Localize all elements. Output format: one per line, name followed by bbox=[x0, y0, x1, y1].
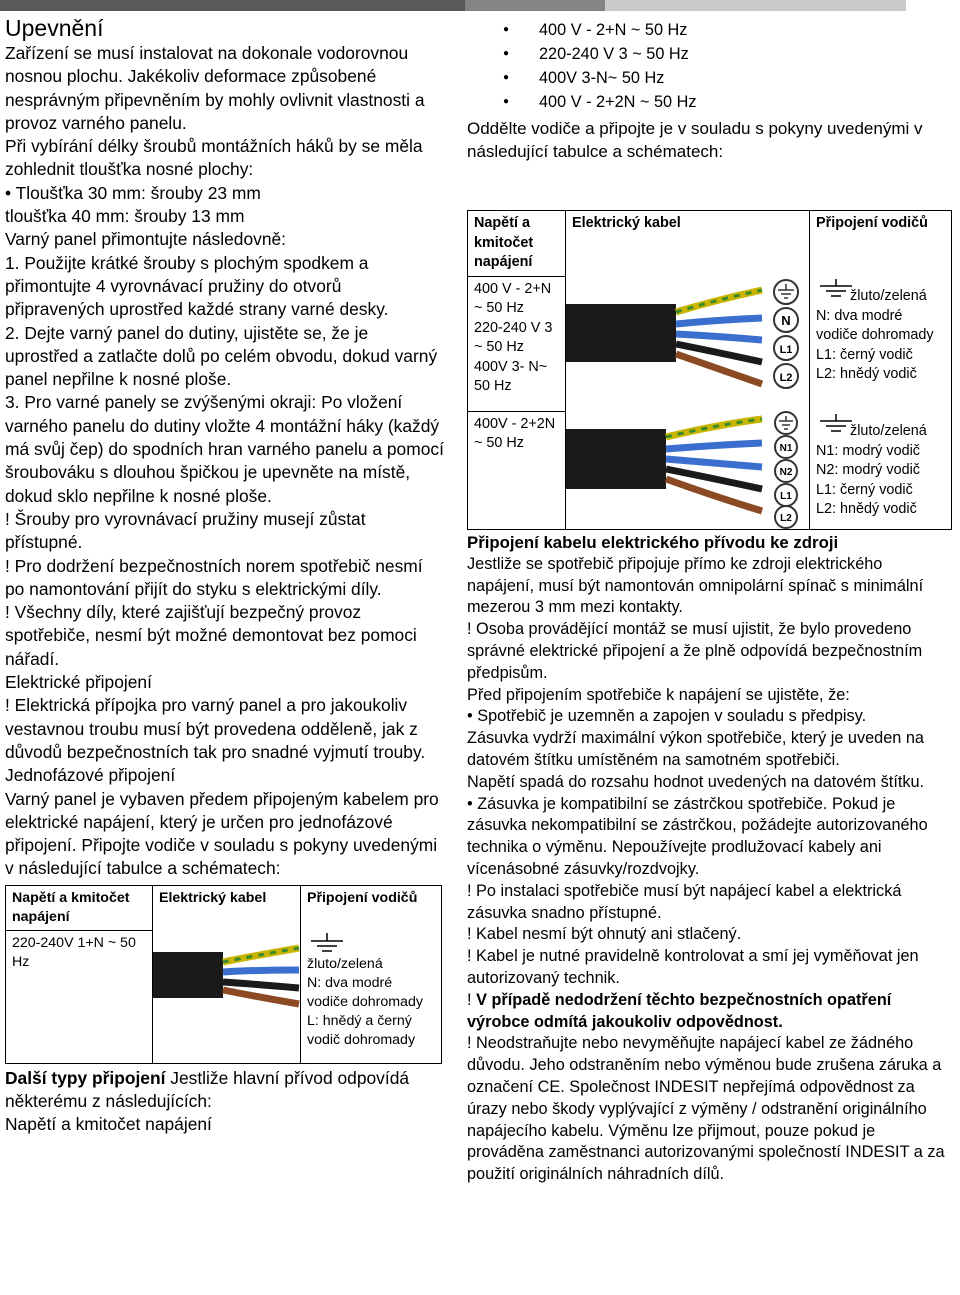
paragraph: Zařízení se musí instalovat na dokonale vodorovnou nosnou plochu. Jakékoliv deformace způsobené nesprávným připevněním by mohly ovlivnit vlastnosti a provoz varného panelu. bbox=[5, 43, 425, 133]
section-title: Upevnění bbox=[5, 15, 104, 41]
legend-item: žluto/zelená bbox=[850, 288, 927, 304]
voltage-cell: 220-240V 1+N ~ 50 Hz bbox=[6, 930, 153, 1063]
list-item: ● 400 V - 2+2N ~ 50 Hz bbox=[467, 90, 947, 114]
wire-label-n2: N2 bbox=[779, 467, 793, 478]
bold-lead: Další typy připojení bbox=[5, 1067, 166, 1088]
voltage-text: 400V 3- N~ 50 Hz bbox=[474, 358, 548, 394]
wire-label-l1: L1 bbox=[779, 344, 793, 356]
voltage-cell: 400V - 2+2N ~ 50 Hz bbox=[468, 411, 566, 530]
legend-item: N1: modrý vodič bbox=[816, 442, 920, 459]
warning: ! Elektrická přípojka pro varný panel a pro jakoukoliv vestavnou troubu musí být provedena odděleně, jak z důvodů bezpečnostních tak pro snadné vyjmutí trouby. bbox=[5, 695, 426, 762]
paragraph: Oddělte vodiče a připojte je v souladu s pokyny uvedenými v následující tabulce a schématech: bbox=[467, 119, 923, 161]
single-phase-table bbox=[5, 885, 442, 1064]
header-color-bar bbox=[0, 0, 906, 11]
subheading: Elektrické připojení bbox=[5, 672, 152, 693]
paragraph: Napětí a kmitočet napájení bbox=[5, 1114, 212, 1135]
legend-item: L2: hnědý vodič bbox=[816, 501, 917, 517]
paragraph: • Tloušťka 30 mm: šrouby 23 mm bbox=[5, 182, 261, 203]
paragraph: • Spotřebič je uzemněn a zapojen v souladu s předpisy. bbox=[467, 707, 867, 726]
wire-label-n1: N1 bbox=[779, 443, 793, 454]
list-item: ● 220-240 V 3 ~ 50 Hz bbox=[467, 42, 947, 66]
voltage-text: 220-240 V 3 ~ 50 Hz bbox=[474, 319, 553, 355]
cable-illustration-5wire bbox=[566, 276, 809, 410]
cable-image bbox=[566, 276, 810, 411]
legend-item: L: hnědý a černý vodič dohromady bbox=[307, 1013, 416, 1049]
legend-item: N: dva modré vodiče dohromady bbox=[816, 307, 934, 343]
warning: ! Osoba provádějící montáž se musí ujistit, že bylo provedeno správné elektrické připojení a že plně odpovídá bezpečnostním předpisům. bbox=[467, 620, 923, 682]
table-header: Elektrický kabel bbox=[566, 211, 810, 277]
warning: ! Po instalaci spotřebiče musí být napájecí kabel a elektrická zásuvka snadno přístupné. bbox=[467, 881, 902, 922]
wire-label-l2: L2 bbox=[780, 513, 792, 524]
ground-icon bbox=[307, 933, 347, 955]
table-header: Napětí a kmitočet napájení bbox=[6, 885, 153, 930]
cable-illustration bbox=[153, 930, 300, 1060]
header-bar-light bbox=[605, 0, 906, 11]
legend-item: L1: černý vodič bbox=[816, 481, 913, 498]
paragraph: • Zásuvka je kompatibilní se zástrčkou spotřebiče. Pokud je zásuvka nekompatibilní se zástrčkou, požádejte autorizovaného technika o výměnu. Nepoužívejte prodlužovací kabely ani vícenásobné zásuvky/rozdvojky. bbox=[467, 794, 928, 878]
paragraph: Varný panel je vybaven předem připojeným kabelem pro elektrické napájení, který je určen pro jednofázové připojení. Připojte vodiče v souladu s pokyny uvedenými v následující tabulce a schématech: bbox=[5, 788, 439, 879]
paragraph: Při vybírání délky šroubů montážních háků by se měla zohlednit tloušťka nosné plochy: bbox=[5, 136, 423, 180]
voltage-cell bbox=[468, 276, 566, 411]
legend-item: N2: modrý vodič bbox=[816, 462, 920, 478]
legend-item: žluto/zelená bbox=[307, 956, 383, 973]
legend-item: N: dva modré vodiče dohromady bbox=[307, 975, 423, 1011]
subheading: Připojení kabelu elektrického přívodu ke zdroji bbox=[467, 533, 839, 552]
wire-legend bbox=[810, 411, 952, 530]
paragraph: 2. Dejte varný panel do dutiny, ujistěte se, že je uprostřed a zatlačte dolů po celém obvodu, dokud varný panel nepřilne k nosné ploše. bbox=[5, 322, 438, 390]
wire-legend bbox=[810, 276, 952, 411]
subheading: Jednofázové připojení bbox=[5, 765, 176, 786]
table-header: Připojení vodičů bbox=[301, 885, 442, 930]
paragraph bbox=[5, 1067, 445, 1114]
legend-item: žluto/zelená bbox=[850, 423, 927, 439]
table-header: Připojení vodičů bbox=[810, 211, 952, 277]
warning: ! Kabel je nutné pravidelně kontrolovat a smí jej vyměňovat jen autorizovaný technik. bbox=[467, 947, 919, 987]
paragraph: Varný panel přimontujte následovně: bbox=[5, 229, 287, 250]
paragraph: 3. Pro varné panely se zvýšenými okraji: Po vložení varného panelu do dutiny vložte 4 montážní háky (každý má svůj čep) do spodních hran varného panelu a pomocí šroubováku s dlouhou špičkou je upevněte na místě, dokud sklo nepřilne k nosné ploše. bbox=[5, 392, 444, 506]
paragraph: Napětí spadá do rozsahu hodnot uvedených na datovém štítku. bbox=[467, 772, 925, 791]
wire-legend bbox=[301, 930, 442, 1063]
right-column bbox=[467, 16, 947, 1186]
list-item: ● 400V 3-N~ 50 Hz bbox=[467, 66, 947, 90]
warning-bold: V případě nedodržení těchto bezpečnostních opatření výrobce odmítá jakoukoliv odpovědnost. bbox=[467, 990, 892, 1031]
voltage-list bbox=[467, 18, 947, 114]
paragraph: 1. Použijte krátké šrouby s plochým spodkem a přimontujte 4 vyrovnávací pružiny do otvorů připravených uprostřed každé strany varné desky. bbox=[5, 252, 389, 320]
table-header: Napětí a kmitočet napájení bbox=[468, 211, 566, 277]
paragraph: tloušťka 40 mm: šrouby 13 mm bbox=[5, 206, 245, 227]
wire-label-l1: L1 bbox=[780, 491, 792, 502]
wire-label-l2: L2 bbox=[779, 372, 793, 384]
warning: ! Šrouby pro vyrovnávací pružiny musejí zůstat přístupné. bbox=[5, 508, 366, 553]
warning-mark: ! bbox=[467, 990, 477, 1009]
warning: ! Kabel nesmí být ohnutý ani stlačený. bbox=[467, 925, 742, 944]
warning: ! Pro dodržení bezpečnostních norem spotřebič nesmí po namontování přijít do styku s elektrickými díly. bbox=[5, 555, 423, 599]
paragraph: Jestliže se spotřebič připojuje přímo ke zdroji elektrického napájení, musí být namontován omnipolární spínač s minimální mezerou 3 mm mezi kontakty. bbox=[467, 554, 924, 617]
paragraph-rest: Jestliže hlavní přívod odpovídá některému z následujících: bbox=[5, 1067, 410, 1111]
three-phase-table bbox=[467, 210, 952, 530]
list-item: ● 400 V - 2+N ~ 50 Hz bbox=[467, 18, 947, 42]
warning: ! Všechny díly, které zajišťují bezpečný provoz spotřebiče, nesmí být možné demontovat bez pomoci nářadí. bbox=[5, 602, 417, 669]
voltage-text: 400 V - 2+N ~ 50 Hz bbox=[474, 280, 552, 316]
header-bar-mid bbox=[465, 0, 605, 11]
left-column bbox=[5, 14, 445, 1137]
cable-image bbox=[153, 930, 301, 1063]
header-bar-dark bbox=[0, 0, 465, 11]
wire-label-n: N bbox=[781, 313, 791, 328]
warning: ! Neodstraňujte nebo nevyměňujte napájecí kabel ze žádného důvodu. Jeho odstraněním nebo výměnou bude zrušena záruka a označení CE. Společnost INDESIT nepřejímá odpovědnost za úrazy nebo škody vyplývající z výměny / odstranění originálního napájecího kabelu. Výměnu lze přijmout, pouze pokud je prováděna zaměstnanci autorizovanými společností INDESIT a za použití originálních náhradních dílů. bbox=[467, 1034, 945, 1184]
warning bbox=[467, 990, 947, 1034]
legend-item: L1: černý vodič bbox=[816, 346, 913, 363]
paragraph: Před připojením spotřebiče k napájení se ujistěte, že: bbox=[467, 685, 850, 704]
cable-image bbox=[566, 411, 810, 530]
legend-item: L2: hnědý vodič bbox=[816, 366, 917, 382]
table-header: Elektrický kabel bbox=[153, 885, 301, 930]
cable-illustration-5wire bbox=[566, 411, 809, 529]
paragraph: Zásuvka vydrží maximální výkon spotřebiče, který je uveden na datovém štítku umístěném na samotném spotřebiči. bbox=[467, 729, 924, 769]
